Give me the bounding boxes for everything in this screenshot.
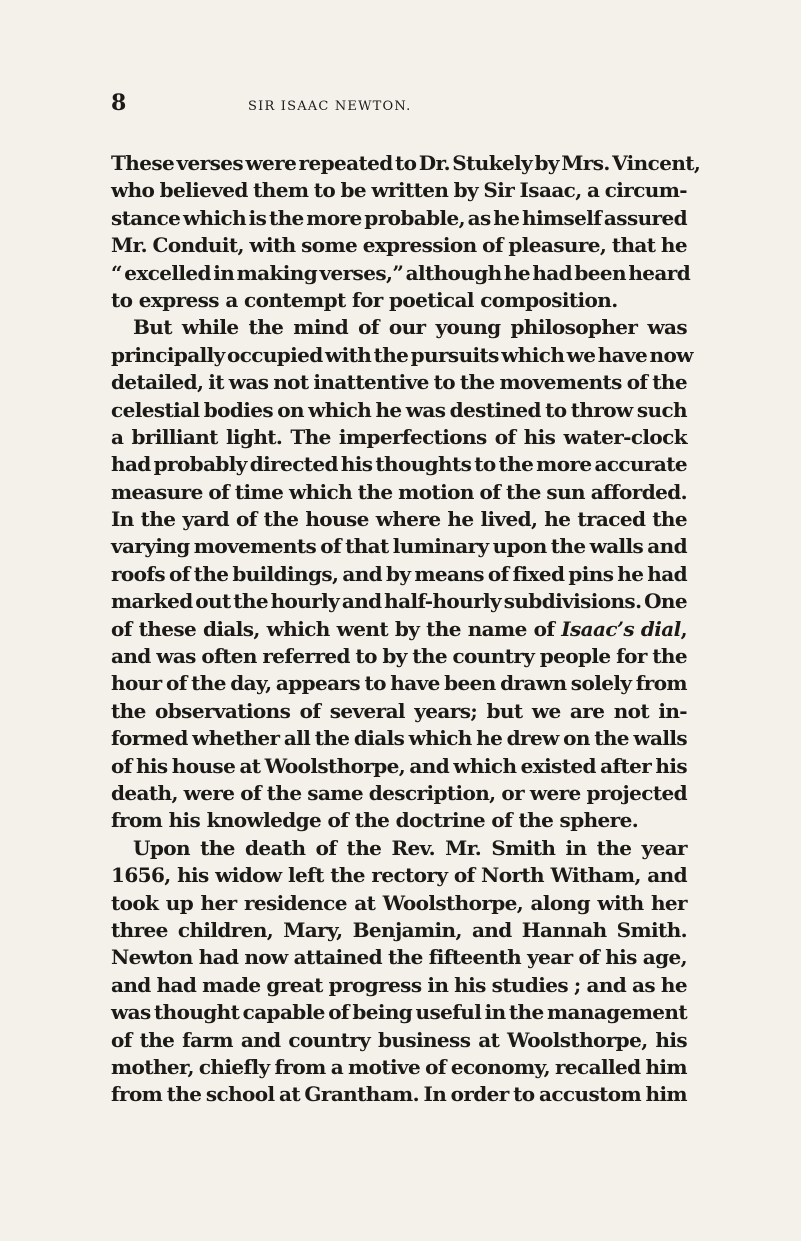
text-line-with-italic [111,616,801,643]
text-line: varying movements of that luminary upon the walls and [111,534,687,559]
text-line: and had made great progress in his studies ; and as he [111,972,687,997]
text-run: , [680,616,687,641]
text-line: stance which is the more probable, as he himself assured [111,205,687,230]
text-line: “ excelled in making verses,” although he had been heard [111,260,691,285]
body-text [111,150,801,1109]
text-line: a brilliant light. The imperfections of his water-clock [111,424,687,449]
text-line: three children, Mary, Benjamin, and Hannah Smith. [111,917,687,942]
italic-phrase: Isaac’s dial [561,616,681,641]
paragraph-start-line: But while the mind of our young philosopher was [133,315,687,340]
page-number: 8 [111,90,127,116]
running-head: SIR ISAAC NEWTON. [248,99,412,114]
text-line: mother, chiefly from a motive of economy, recalled him [111,1054,687,1079]
text-line: roofs of the buildings, and by means of fixed pins he had [111,561,687,586]
text-line: who believed them to be written by Sir Isaac, a circum- [111,178,687,203]
text-line: In the yard of the house where he lived, he traced the [111,507,687,532]
text-line: formed whether all the dials which he drew on the walls [111,726,687,751]
text-line: of his house at Woolsthorpe, and which existed after his [111,753,687,778]
text-line: the observations of several years; but we are not in- [111,698,687,723]
text-line: hour of the day, appears to have been drawn solely from [111,671,687,696]
text-line: measure of time which the motion of the sun afforded. [111,479,687,504]
text-line: 1656, his widow left the rectory of North Witham, and [111,863,687,888]
text-line: of the farm and country business at Woolsthorpe, his [111,1027,687,1052]
text-line: was thought capable of being useful in the management [111,1000,687,1025]
text-line: from the school at Grantham. In order to accustom him [111,1082,687,1107]
text-line: detailed, it was not inattentive to the movements of the [111,370,687,395]
text-line: Newton had now attained the fifteenth year of his age, [111,945,687,970]
text-line: marked out the hourly and half-hourly subdivisions. One [111,589,687,614]
text-line: and was often referred to by the country people for the [111,644,687,669]
text-line: to express a contempt for poetical composition. [111,287,618,312]
text-line: These verses were repeated to Dr. Stukely by Mrs. Vincent, [111,151,701,175]
paragraph-start-line: Upon the death of the Rev. Mr. Smith in the year [133,835,687,860]
text-line: principally occupied with the pursuits which we have now [111,342,693,367]
text-line: had probably directed his thoughts to the more accurate [111,452,687,477]
text-line: celestial bodies on which he was destined to throw such [111,397,687,422]
text-line: took up her residence at Woolsthorpe, along with her [111,890,687,915]
text-run: of these dials, which went by the name of [111,616,562,641]
text-line: Mr. Conduit, with some expression of pleasure, that he [111,233,687,258]
text-line: death, were of the same description, or were projected [111,780,687,805]
text-line: from his knowledge of the doctrine of the sphere. [111,808,639,833]
